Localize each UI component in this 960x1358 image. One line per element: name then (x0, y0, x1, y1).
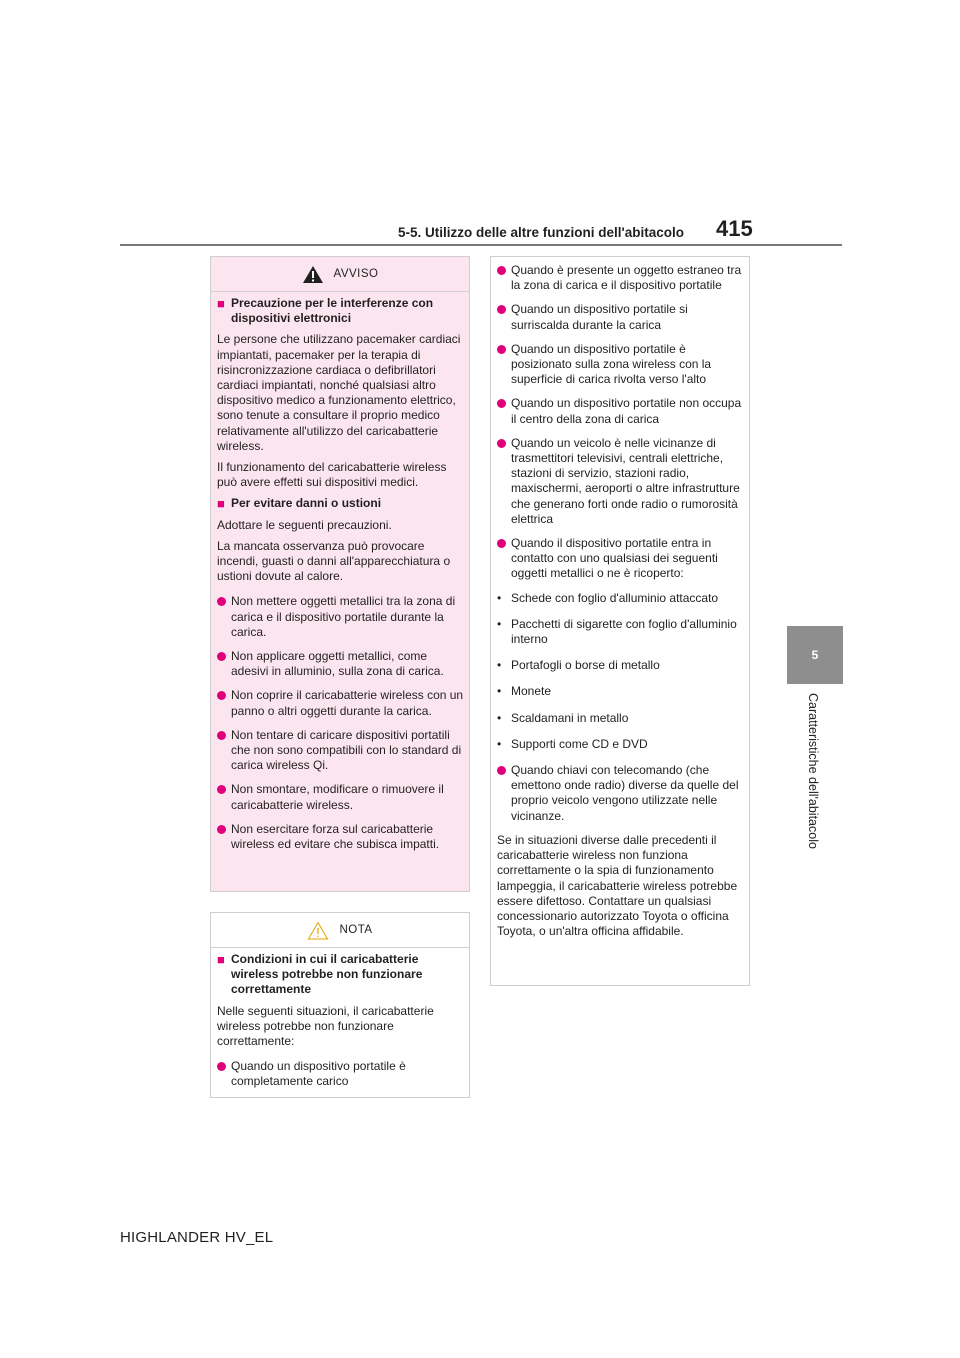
bullet-item (497, 302, 745, 332)
caution-triangle-icon (307, 921, 329, 940)
bullet-item (217, 594, 465, 640)
bullet-text: Quando un dispositivo portatile è completamente carico (231, 1059, 406, 1089)
paragraph: Le persone che utilizzano pacemaker cardiaci impiantati, pacemaker per la terapia di risincronizzazione cardiaca o defibrillatori cardiaci impiantati, nonché qualsiasi altro dispositivo medico a funzionamento elettrico, sono tenute a consultare il proprio medico relativamente all'utilizzo del caricabatterie wireless. (217, 332, 461, 453)
section-header-title: 5-5. Utilizzo delle altre funzioni dell'abitacolo (398, 225, 684, 240)
bullet-item (497, 396, 745, 426)
square-bullet-icon: ■ (217, 952, 225, 967)
note-bullet-list (217, 1059, 465, 1089)
bullet-item (497, 263, 745, 293)
bullet-dot-icon (217, 822, 231, 852)
bullet-dot-icon (217, 594, 231, 640)
sub-list-item (497, 684, 745, 699)
bullet-dot-icon (217, 1059, 231, 1089)
square-bullet-icon: ■ (217, 296, 225, 311)
warning-bullet-list (217, 594, 465, 852)
sub-list-item (497, 658, 745, 673)
note-box (210, 912, 470, 1098)
bullet-dot-icon (217, 728, 231, 774)
chapter-label: Caratteristiche dell'abitacolo (806, 693, 820, 849)
sub-list-item (497, 617, 745, 647)
bullet-item (217, 728, 465, 774)
bullet-dot-icon (497, 263, 511, 293)
sub-bullet-icon: • (497, 616, 502, 631)
note-box-body (211, 948, 469, 1103)
bullet-dot-icon (217, 688, 231, 718)
bullet-text: Quando un veicolo è nelle vicinanze di trasmettitori televisivi, centrali elettriche, stazioni di servizio, stazioni radio, maxischermi, aeroporti o altre infrastrutture che generano forti onde radio o rumorosità elettrica (511, 435, 740, 526)
closing-paragraph: Se in situazioni diverse dalle precedenti il caricabatterie wireless non funziona correttamente o la spia di funzionamento lampeggia, il caricabatterie wireless potrebbe essere difettoso. Contattare un qualsiasi concessionario autorizzato Toyota o officina Toyota, o un'altra officina affidabile. (497, 832, 738, 939)
continued-box-body (491, 257, 749, 949)
sub-list-text: Supporti come CD e DVD (511, 736, 648, 751)
sub-list-text: Portafogli o borse di metallo (511, 658, 660, 673)
warning-section2-text (217, 518, 465, 585)
bullet-dot-icon (497, 536, 511, 582)
chapter-tab (787, 626, 843, 684)
bullet-text: Non esercitare forza sul caricabatterie wireless ed evitare che subisca impatti. (231, 821, 440, 852)
warning-box-header (211, 257, 469, 292)
note-section-title: ■ Condizioni in cui il caricabatterie wireless potrebbe non funzionare correttamente (217, 952, 423, 997)
bullet-item (497, 763, 745, 824)
sub-list-text: Monete (511, 684, 552, 699)
square-bullet-icon: ■ (217, 496, 225, 512)
sub-bullet-icon: • (497, 736, 502, 751)
condition-bullet-list-2 (497, 763, 745, 824)
bullet-text: Quando un dispositivo portatile si surriscalda durante la carica (511, 302, 688, 332)
sub-list-text: Pacchetti di sigarette con foglio d'alluminio interno (511, 616, 737, 647)
bullet-dot-icon (497, 396, 511, 426)
bullet-text: Quando un dispositivo portatile è posizionato sulla zona wireless con la superficie di carica rivolta verso l'alto (511, 341, 712, 387)
page-number: 415 (716, 216, 753, 241)
sub-list-text: Scaldamani in metallo (511, 710, 629, 725)
bullet-text: Quando chiavi con telecomando (che emettono onde radio) diverse da quelle del proprio veicolo vengono utilizzate nelle vicinanze. (511, 763, 739, 823)
warning-icon (302, 265, 324, 284)
sub-list-item (497, 711, 745, 726)
warning-title: AVVISO (333, 268, 379, 280)
bullet-text: Non smontare, modificare o rimuovere il caricabatterie wireless. (231, 782, 444, 812)
condition-bullet-list (497, 263, 745, 582)
sub-bullet-icon: • (497, 710, 502, 725)
chapter-number: 5 (811, 648, 819, 662)
bullet-dot-icon (497, 763, 511, 824)
bullet-text: Quando un dispositivo portatile non occupa il centro della zona di carica (511, 396, 742, 426)
warning-box-body (211, 292, 469, 865)
bullet-text: Non coprire il caricabatterie wireless con un panno o altri oggetti durante la carica. (231, 688, 464, 718)
header-divider (120, 244, 842, 246)
bullet-item (497, 342, 745, 388)
bullet-text: Non tentare di caricare dispositivi portatili che non sono compatibili con lo standard di carica wireless Qi. (231, 727, 462, 773)
bullet-item (217, 782, 465, 812)
bullet-dot-icon (497, 342, 511, 388)
bullet-dot-icon (497, 436, 511, 527)
bullet-item (217, 822, 465, 852)
warning-section1-text (217, 332, 465, 490)
continued-box (490, 256, 750, 986)
note-paragraph: Nelle seguenti situazioni, il caricabatterie wireless potrebbe non funzionare correttamente: (217, 1003, 434, 1049)
bullet-text: Quando il dispositivo portatile entra in contatto con uno qualsiasi dei seguenti oggetti metallici o ne è ricoperto: (511, 536, 718, 581)
bullet-text: Non applicare oggetti metallici, come adesivi in alluminio, sulla zona di carica. (231, 649, 444, 679)
bullet-item (497, 536, 745, 582)
bullet-item (217, 688, 465, 718)
sub-list-text: Schede con foglio d'alluminio attaccato (511, 590, 719, 605)
sub-bullet-icon: • (497, 658, 502, 673)
note-box-header (211, 913, 469, 948)
bullet-item (217, 1059, 465, 1089)
warning-section-title: ■ Per evitare danni o ustioni (217, 496, 382, 512)
footer-model: HIGHLANDER HV_EL (120, 1229, 274, 1246)
paragraph: La mancata osservanza può provocare incendi, guasti o danni all'apparecchiatura o ustioni dovute al calore. (217, 538, 451, 584)
sub-list-item (497, 737, 745, 752)
bullet-text: Non mettere oggetti metallici tra la zona di carica e il dispositivo portatile durante la carica. (231, 594, 456, 639)
paragraph: Adottare le seguenti precauzioni. (217, 517, 392, 532)
bullet-item (497, 436, 745, 527)
paragraph: Il funzionamento del caricabatterie wireless può avere effetti sui dispositivi medici. (217, 460, 447, 490)
warning-box (210, 256, 470, 892)
bullet-dot-icon (217, 649, 231, 679)
bullet-dot-icon (497, 302, 511, 332)
warning-section-title: ■ Precauzione per le interferenze con dispositivi elettronici (217, 296, 434, 326)
sub-bullet-icon: • (497, 684, 502, 699)
sub-list-item (497, 591, 745, 606)
sub-bullet-icon: • (497, 590, 502, 605)
bullet-text: Quando è presente un oggetto estraneo tra la zona di carica e il dispositivo portatile (511, 263, 742, 293)
metal-objects-list (497, 591, 745, 752)
bullet-dot-icon (217, 782, 231, 812)
note-title: NOTA (339, 924, 373, 936)
bullet-item (217, 649, 465, 679)
